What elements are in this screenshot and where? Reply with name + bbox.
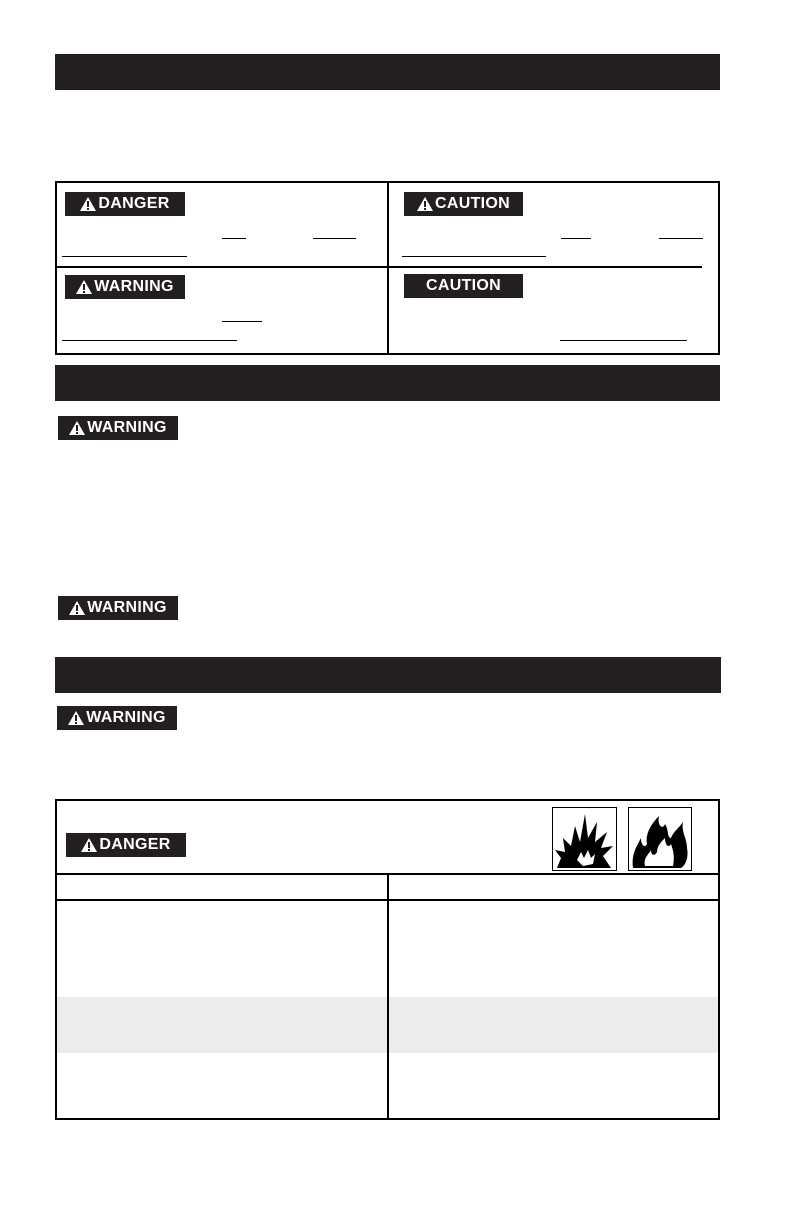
section-header-bar-1 [55, 54, 720, 90]
warning-underline-1 [222, 321, 262, 322]
alert-triangle-icon [81, 838, 97, 852]
danger-badge-2 [66, 833, 186, 857]
warning-badge-4 [57, 706, 177, 730]
caution-notice-underline [560, 340, 687, 341]
caution-underline-1 [561, 238, 591, 239]
alert-triangle-icon [69, 421, 85, 435]
warning-label: WARNING [94, 278, 174, 295]
signal-box-divider-vertical [387, 182, 389, 354]
caution-notice-label: CAUTION [426, 277, 501, 294]
explosion-icon [553, 808, 616, 870]
warning-badge-3 [58, 596, 178, 620]
caution-underline-3 [402, 256, 546, 257]
danger-label: DANGER [98, 195, 170, 212]
section-header-bar-2 [55, 365, 720, 401]
caution-underline-2 [659, 238, 703, 239]
alert-triangle-icon [68, 711, 84, 725]
warning-badge-2 [58, 416, 178, 440]
alert-triangle-icon [69, 601, 85, 615]
fire-icon [629, 808, 691, 870]
caution-label: CAUTION [435, 195, 510, 212]
warning-underline-2 [62, 340, 237, 341]
warning-label-2: WARNING [87, 419, 167, 436]
warning-badge [65, 275, 185, 299]
danger-underline-2 [313, 238, 356, 239]
alert-triangle-icon [417, 197, 433, 211]
danger-underline-1 [222, 238, 246, 239]
alert-triangle-icon [80, 197, 96, 211]
danger-label-2: DANGER [99, 836, 171, 853]
fire-pictogram [628, 807, 692, 871]
danger-underline-3 [62, 256, 187, 257]
alert-triangle-icon [76, 280, 92, 294]
section-header-bar-3 [55, 657, 721, 693]
hazard-table-column-divider [387, 874, 389, 1119]
caution-notice-badge [404, 274, 523, 298]
explosion-pictogram [552, 807, 617, 871]
caution-badge [404, 192, 523, 216]
warning-label-3: WARNING [87, 599, 167, 616]
danger-badge [65, 192, 185, 216]
warning-label-4: WARNING [86, 709, 166, 726]
signal-box-divider-horizontal [56, 266, 702, 268]
